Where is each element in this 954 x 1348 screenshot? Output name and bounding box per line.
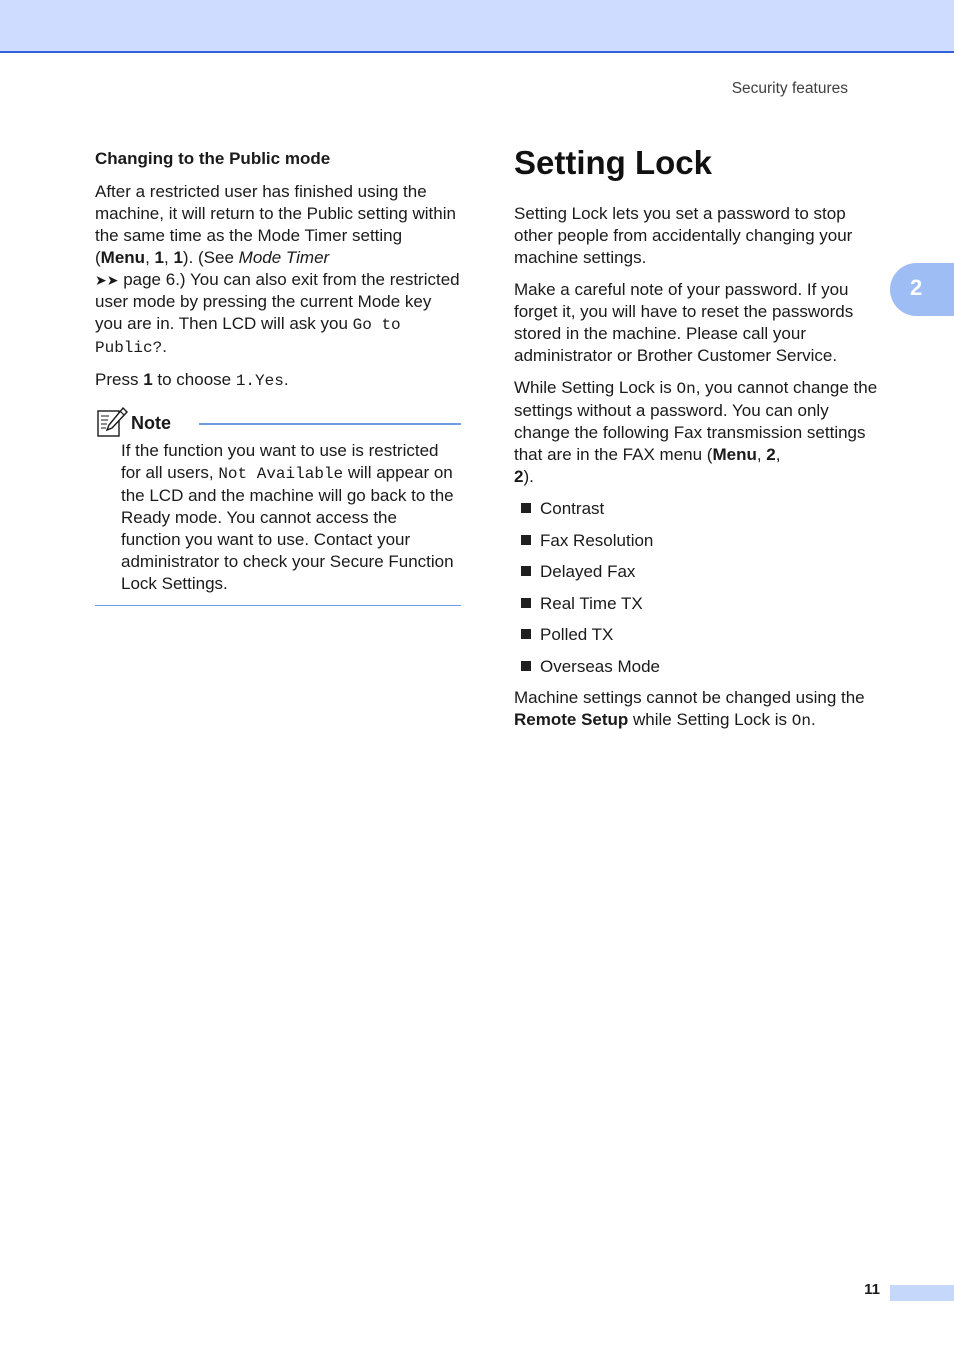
left-column [95, 148, 461, 606]
note-divider [199, 423, 461, 425]
page-title: Setting Lock [514, 144, 713, 181]
chapter-tab [890, 263, 954, 316]
bullet-square-icon [521, 535, 531, 545]
note-body [121, 440, 461, 595]
bullet-square-icon [521, 629, 531, 639]
bullet-square-icon [521, 566, 531, 576]
note-box [95, 406, 461, 606]
bullet-square-icon [521, 661, 531, 671]
list-item: Polled TX [521, 624, 884, 646]
note-text: If the function you want to use is restricted for all users, Not Available will appear on the LCD and the machine will go back to the Ready mode. You cannot access the function you want to use. Contact your administrator to check your Secure Function Lock Settings. [121, 441, 454, 593]
note-header [95, 406, 461, 440]
note-title: Note [131, 413, 171, 433]
bullet-square-icon [521, 598, 531, 608]
right-column [514, 143, 884, 742]
paragraph-press-1: Press 1 to choose 1.Yes. [95, 370, 289, 390]
list-item: Fax Resolution [521, 530, 884, 552]
allowed-settings-list [514, 498, 884, 678]
see-arrow-icon: ➤➤ [95, 272, 119, 288]
header-band [0, 0, 954, 53]
paragraph-public-mode: After a restricted user has finished using the machine, it will return to the Public setting within the same time as the Mode Timer setting (Menu, 1, 1). (See Mode Timer ➤➤ page 6.) You can also exit from the restricted user mode by pressing the current Mode key you are in. Then LCD will ask you Go to Public?. [95, 182, 460, 357]
section-subheading: Changing to the Public mode [95, 149, 331, 168]
list-item: Overseas Mode [521, 656, 884, 678]
chapter-number: 2 [910, 275, 923, 300]
paragraph-intro: Setting Lock lets you set a password to stop other people from accidentally changing your machine settings. [514, 204, 853, 267]
list-item: Real Time TX [521, 593, 884, 615]
note-pencil-icon [96, 406, 128, 438]
list-item: Delayed Fax [521, 561, 884, 583]
list-item: Contrast [521, 498, 884, 520]
paragraph-password-note: Make a careful note of your password. If you forget it, you will have to reset the passwords stored in the machine. Please call your administrator or Brother Customer Service. [514, 280, 854, 365]
bullet-square-icon [521, 503, 531, 513]
paragraph-remote-setup: Machine settings cannot be changed using the Remote Setup while Setting Lock is On. [514, 688, 865, 730]
paragraph-while-locked: While Setting Lock is On, you cannot change the settings without a password. You can only change the following Fax transmission settings that are in the FAX menu (Menu, 2, 2). [514, 378, 878, 486]
page-number-tab [890, 1285, 954, 1301]
page-number: 11 [864, 1281, 880, 1298]
running-header: Security features [731, 80, 848, 97]
